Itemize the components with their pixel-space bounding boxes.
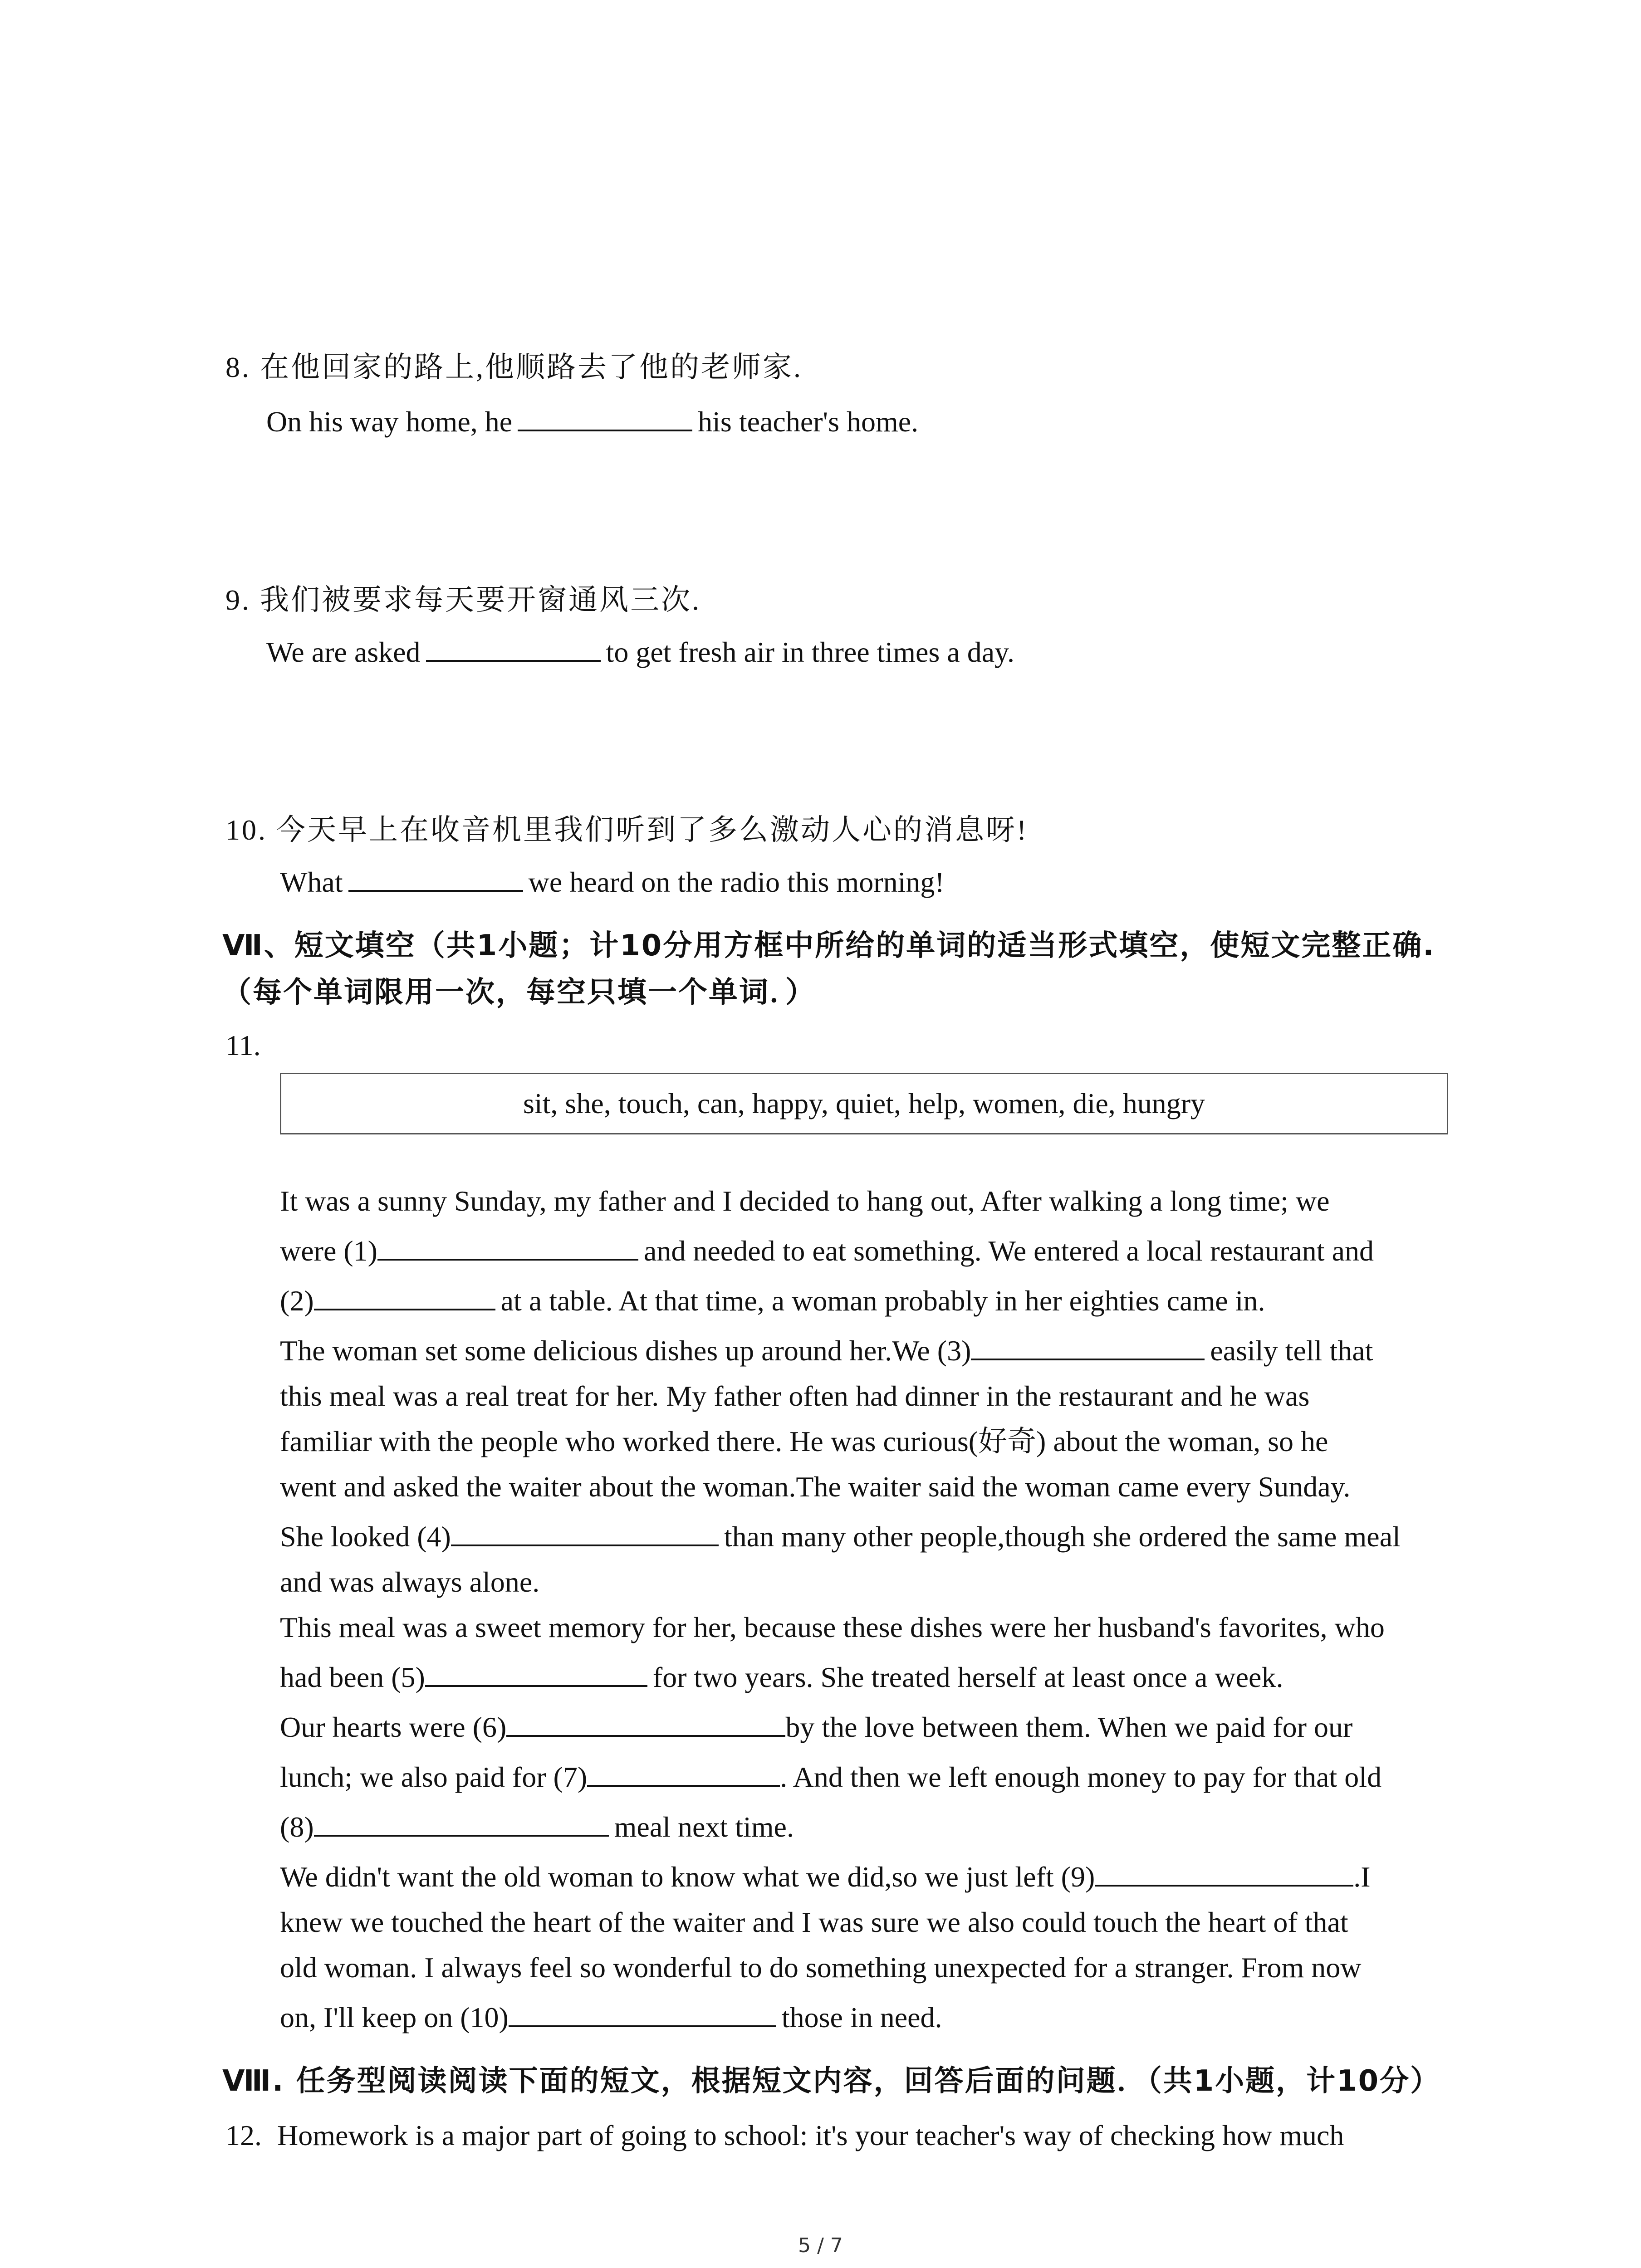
sentence-part: his teacher's home.	[698, 406, 919, 438]
question-10-chinese	[225, 812, 1028, 848]
section-7-title: Ⅶ、短文填空（共1小题；计10分用方框中所给的单词的适当形式填空，使短文完整正确.	[222, 929, 1435, 963]
passage-text: The woman set some delicious dishes up around her.We (3)	[280, 1334, 971, 1367]
passage-text: old woman. I always feel so wonderful to do something unexpected for a stranger. From now	[280, 1951, 1362, 1984]
passage-text: at a table. At that time, a woman probably in her eighties came in.	[500, 1285, 1265, 1317]
section-7-instructions: （每个单词限用一次，每空只填一个单词．）	[222, 976, 816, 1009]
passage-text: for two years. She treated herself at least once a week.	[652, 1661, 1283, 1693]
question-11-number: 11.	[225, 1029, 261, 1061]
passage-text: those in need.	[781, 2001, 942, 2033]
sentence-part: On his way home, he	[266, 406, 513, 438]
word-bank-box	[280, 1073, 1448, 1134]
passage-line	[280, 1469, 1350, 1505]
sentence-part: to get fresh air in three times a day.	[606, 636, 1014, 668]
passage-text: (8)	[280, 1811, 314, 1843]
passage-line	[280, 1378, 1309, 1414]
answer-blank[interactable]	[348, 865, 523, 892]
word-bank: sit, she, touch, can, happy, quiet, help, women, die, hungry	[523, 1087, 1205, 1119]
passage-text: easily tell that	[1210, 1334, 1373, 1367]
answer-blank-10[interactable]	[509, 2000, 776, 2027]
passage-text: She looked (4)	[280, 1520, 451, 1553]
passage-text: went and asked the waiter about the woman.The waiter said the woman came every Sunday.	[280, 1471, 1351, 1503]
answer-blank-1[interactable]	[377, 1233, 638, 1261]
question-prompt-cn: 在他回家的路上,他顺路去了他的老师家.	[260, 351, 803, 383]
question-number: 9.	[225, 584, 251, 616]
passage-text: by the love between them. When we paid for our	[785, 1711, 1353, 1743]
passage-text: and needed to eat something. We entered a local restaurant and	[643, 1235, 1374, 1267]
passage-line	[280, 1659, 1283, 1696]
answer-blank-7[interactable]	[587, 1760, 780, 1787]
answer-blank-6[interactable]	[506, 1710, 785, 1737]
page-indicator: 5 / 7	[798, 2234, 843, 2257]
passage-text: . And then we left enough money to pay for that old	[780, 1761, 1382, 1793]
passage-line	[280, 1519, 1401, 1555]
passage-text: lunch; we also paid for (7)	[280, 1761, 588, 1793]
question-number: 10.	[225, 814, 267, 846]
passage-text: familiar with the people who worked there. He was curious(好奇) about the woman, so he	[280, 1425, 1328, 1457]
passage-text: than many other people,though she ordered the same meal	[724, 1520, 1401, 1553]
passage-line	[280, 1183, 1330, 1219]
question-12-first-line	[225, 2117, 1344, 2154]
answer-blank-5[interactable]	[425, 1660, 647, 1687]
passage-line	[280, 1609, 1385, 1646]
sentence-part: What	[280, 866, 343, 898]
passage-text: This meal was a sweet memory for her, because these dishes were her husband's favorites, who	[280, 1611, 1385, 1643]
passage-text: on, I'll keep on (10)	[280, 2001, 509, 2033]
passage-line	[280, 1564, 539, 1600]
question-9-english	[266, 634, 1014, 670]
answer-blank-2[interactable]	[314, 1283, 495, 1310]
sentence-part: We are asked	[266, 636, 421, 668]
passage-line	[280, 1233, 1374, 1269]
passage-line	[280, 1999, 942, 2036]
passage-text: We didn't want the old woman to know what we did,so we just left (9)	[280, 1861, 1095, 1893]
passage-line	[280, 1423, 1328, 1460]
passage-line	[280, 1709, 1352, 1745]
question-number: 8.	[225, 351, 251, 383]
answer-blank-8[interactable]	[314, 1809, 609, 1837]
passage-text: .I	[1353, 1861, 1371, 1893]
passage-text: this meal was a real treat for her. My father often had dinner in the restaurant and he was	[280, 1380, 1310, 1412]
passage-line	[280, 1759, 1381, 1795]
question-number: 12.	[225, 2119, 262, 2151]
answer-blank[interactable]	[426, 635, 601, 662]
passage-line	[280, 1950, 1361, 1986]
passage-line	[280, 1333, 1373, 1369]
passage-text: and was always alone.	[280, 1566, 540, 1598]
passage-text: Our hearts were (6)	[280, 1711, 507, 1743]
question-10-english	[280, 864, 945, 900]
passage-line	[280, 1809, 794, 1845]
question-prompt-cn: 今天早上在收音机里我们听到了多么激动人心的消息呀!	[276, 814, 1029, 846]
passage-text: had been (5)	[280, 1661, 425, 1693]
passage-text: Homework is a major part of going to school: it's your teacher's way of checking how much	[277, 2119, 1344, 2151]
passage-text: were (1)	[280, 1235, 377, 1267]
answer-blank-3[interactable]	[971, 1333, 1205, 1360]
passage-text: (2)	[280, 1285, 314, 1317]
passage-text: meal next time.	[614, 1811, 794, 1843]
sentence-part: we heard on the radio this morning!	[528, 866, 945, 898]
passage-line	[280, 1859, 1371, 1895]
passage-line	[280, 1283, 1265, 1319]
question-8-chinese	[225, 349, 803, 386]
question-prompt-cn: 我们被要求每天要开窗通风三次.	[260, 584, 701, 616]
passage-line	[280, 1904, 1348, 1941]
question-8-english	[266, 404, 918, 440]
question-9-chinese	[225, 582, 701, 618]
answer-blank-4[interactable]	[451, 1519, 719, 1546]
answer-blank-9[interactable]	[1095, 1859, 1353, 1887]
passage-text: knew we touched the heart of the waiter and I was sure we also could touch the heart of that	[280, 1906, 1348, 1938]
answer-blank[interactable]	[518, 404, 692, 431]
passage-text: It was a sunny Sunday, my father and I decided to hang out, After walking a long time; we	[280, 1185, 1330, 1217]
section-8-title: Ⅷ. 任务型阅读阅读下面的短文，根据短文内容，回答后面的问题．（共1小题，计10分）	[222, 2064, 1441, 2098]
